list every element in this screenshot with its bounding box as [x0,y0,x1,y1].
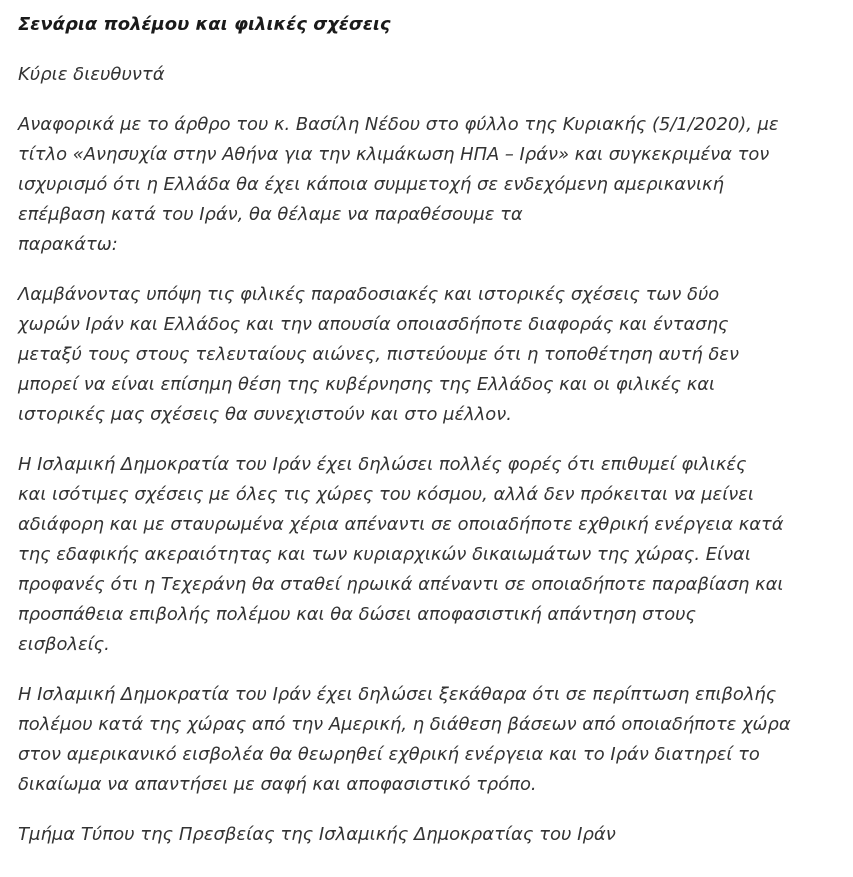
text-line: και ισότιμες σχέσεις με όλες τις χώρες του κόσμου, αλλά δεν πρόκειται να μείνει [18,484,754,505]
letter-article [18,10,838,870]
text-line: επέμβαση κατά του Ιράν, θα θέλαμε να παραθέσουμε τα [18,204,523,225]
text-line: δικαίωμα να απαντήσει με σαφή και αποφασιστικό τρόπο. [18,774,537,795]
text-line: αδιάφορη και με σταυρωμένα χέρια απέναντι σε οποιαδήποτε εχθρική ενέργεια κατά [18,514,784,535]
text-line: τίτλο «Ανησυχία στην Αθήνα για την κλιμάκωση ΗΠΑ – Ιράν» και συγκεκριμένα τον [18,144,770,165]
text-line: εισβολείς. [18,634,110,655]
paragraph-intro [18,110,838,260]
text-line: προφανές ότι η Τεχεράνη θα σταθεί ηρωικά απέναντι σε οποιαδήποτε παραβίαση και [18,574,784,595]
text-line: μεταξύ τους στους τελευταίους αιώνες, πιστεύουμε ότι η τοποθέτηση αυτή δεν [18,344,739,365]
letter-title: Σενάρια πολέμου και φιλικές σχέσεις [18,14,391,35]
letter-greeting: Κύριε διευθυντά [18,64,165,85]
text-line: ιστορικές μας σχέσεις θα συνεχιστούν και στο μέλλον. [18,404,512,425]
paragraph-relations [18,280,838,430]
text-line: στον αμερικανικό εισβολέα θα θεωρηθεί εχθρική ενέργεια και το Ιράν διατηρεί το [18,744,760,765]
paragraph-iran-position [18,450,838,660]
text-line: Η Ισλαμική Δημοκρατία του Ιράν έχει δηλώσει πολλές φορές ότι επιθυμεί φιλικές [18,454,747,475]
text-line: παρακάτω: [18,234,118,255]
text-line: χωρών Ιράν και Ελλάδος και την απουσία οποιασδήποτε διαφοράς και έντασης [18,314,729,335]
text-line: προσπάθεια επιβολής πολέμου και θα δώσει αποφασιστική απάντηση στους [18,604,696,625]
text-line: Αναφορικά με το άρθρο του κ. Βασίλη Νέδου στο φύλλο της Κυριακής (5/1/2020), με [18,114,779,135]
text-line: ισχυρισμό ότι η Ελλάδα θα έχει κάποια συμμετοχή σε ενδεχόμενη αμερικανική [18,174,724,195]
text-line: μπορεί να είναι επίσημη θέση της κυβέρνησης της Ελλάδος και οι φιλικές και [18,374,716,395]
text-line: της εδαφικής ακεραιότητας και των κυριαρχικών δικαιωμάτων της χώρας. Είναι [18,544,751,565]
text-line: πολέμου κατά της χώρας από την Αμερική, η διάθεση βάσεων από οποιαδήποτε χώρα [18,714,791,735]
letter-signature: Τμήμα Τύπου της Πρεσβείας της Ισλαμικής Δημοκρατίας του Ιράν [18,824,616,845]
text-line: Λαμβάνοντας υπόψη τις φιλικές παραδοσιακές και ιστορικές σχέσεις των δύο [18,284,720,305]
paragraph-bases-warning [18,680,838,800]
text-line: Η Ισλαμική Δημοκρατία του Ιράν έχει δηλώσει ξεκάθαρα ότι σε περίπτωση επιβολής [18,684,777,705]
